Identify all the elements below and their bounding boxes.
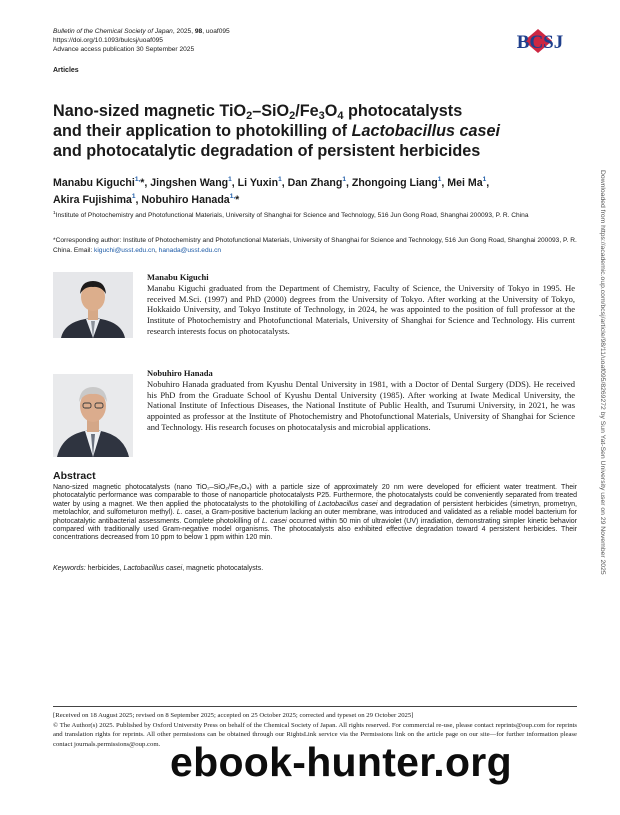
author-photo-hanada xyxy=(53,374,133,457)
author[interactable]: Mei Ma$^1$ xyxy=(447,176,487,189)
bio-text: Nobuhiro Hanada graduated from Kyushu Dental University in 1981, with a Doctor of Dental Surgery (DDS). He received his PhD from the Graduate School of Kyushu Dental University (1985). After working at Iwate Medical University, the National Institute of Infectious Diseases, the National Institute of Public Health, and Tsurumi University, in 2021, he was appointed as professor at the Institute of Photochemistry and Photofunctional Materials, University of Shanghai for Science and Technology. His research focuses on photocatalysis and microbial applications. xyxy=(147,379,575,432)
affiliation: $^1$Institute of Photochemistry and Photofunctional Materials, University of Shanghai for Science and Technology, 516 Jun Gong Road, Shanghai 200093, P. R. China xyxy=(53,210,529,219)
abstract-text: Nano-sized magnetic photocatalysts (nano TiO₂–SiO₂/Fe₃O₄) with a particle size of approximately 20 nm were developed for efficient water treatment. Their photocatalytic performance was comparable to those of nanoparticle photocatalysts P25. Furthermore, the photocatalysts could be conveniently separated from treated water by using a magnet. We then applied the photocatalysts to the photokilling of Lactobacillus casei and degradation of persistent herbicides (simetryn, prometryn, metolachlor, and sulfometuron methyl). L. casei, a Gram-positive bacterium lacking an outer membrane, was introduced and validated as a reliable model bacterium for photocatalytic antibacterial assessments. Complete photokilling of L. casei occurred within 50 min of ultraviolet (UV) irradiation, demonstrating simpler kinetic behavior compared with traditionally used Gram-negative model organisms. The photocatalysts also exhibited effective degradation toward 4 persistent herbicides. Their concentrations decreased from 10 ppm to below 1 ppm within 120 min. xyxy=(53,484,578,542)
bio-name: Nobuhiro Hanada xyxy=(147,368,213,378)
author[interactable]: Nobuhiro Hanada$^{1,}$* xyxy=(141,192,240,206)
email-link[interactable]: hanada@usst.edu.cn xyxy=(158,246,222,254)
volume: 98 xyxy=(194,28,203,35)
footer-rule xyxy=(53,706,577,707)
author[interactable]: Jingshen Wang$^1$ xyxy=(150,176,232,189)
author[interactable]: Li Yuxin$^1$ xyxy=(237,176,282,189)
doi-link[interactable]: https://doi.org/10.1093/bulcsj/uoaf095 xyxy=(53,36,163,44)
keywords: Keywords: herbicides, Lactobacillus casei, magnetic photocatalysts. xyxy=(53,565,264,572)
title-line-2: and their application to photokilling of Lactobacillus casei xyxy=(53,122,501,140)
bio-name: Manabu Kiguchi xyxy=(147,272,209,282)
author[interactable]: Akira Fujishima$^1$ xyxy=(53,192,136,206)
logo-text: BCSJ xyxy=(516,32,564,53)
download-note: Downloaded from https://academic.oup.com/bcsj/article/98/11/uoaf095/8269272 by Sun Yat-Sen University user on 29 November 2025 xyxy=(599,170,606,575)
copyright: © The Author(s) 2025. Published by Oxford University Press on behalf of the Chemical Society of Japan. All rights reserved. For commercial re-use, please contact reprints@oup.com for reprints and translation rights for reprints. All other permissions can be obtained through our RightsLink service via the Permissions link on the article page on our site—for further information please contact journals.permissions@oup.com. xyxy=(53,721,577,748)
received-dates: [Received on 18 August 2025; revised on 8 September 2025; accepted on 25 October 2025; corrected and typeset on 29 October 2025] xyxy=(53,712,414,719)
article-title xyxy=(53,101,553,161)
section-label: Articles xyxy=(53,67,79,74)
author[interactable]: Zhongoing Liang$^1$ xyxy=(351,176,442,189)
author[interactable]: Dan Zhang$^1$ xyxy=(287,176,346,189)
title-line-3: and photocatalytic degradation of persistent herbicides xyxy=(53,142,481,160)
bio-text: Manabu Kiguchi graduated from the Department of Chemistry, Faculty of Science, the University of Tokyo in 1995. He received M.Sci. (1997) and PhD (2000) degrees from the University of Tokyo. After working at the University of Tokyo, Hokkaido University, and Tokyo Institute of Technology, in 2024, he was appointed to the position of full professor at the Institute of Photochemistry and Photofunctional Materials, University of Shanghai for Science and Technology. His current research interests focus on photocatalysts. xyxy=(147,283,575,336)
journal-name: Bulletin of the Chemical Society of Japan xyxy=(53,28,173,35)
author-photo-kiguchi xyxy=(53,272,133,338)
author[interactable]: Manabu Kiguchi$^{1,}$* xyxy=(53,176,145,189)
access-date: Advance access publication 30 September 2025 xyxy=(53,45,195,53)
bcsj-logo xyxy=(512,27,568,55)
email-link[interactable]: kiguchi@usst.edu.cn xyxy=(94,246,155,254)
corresponding-author: *Corresponding author: Institute of Photochemistry and Photofunctional Materials, University of Shanghai for Science and Technology, 516 Jun Gong Road, Shanghai 200093, P. R. China. Email: kiguchi@usst.edu.cn, hanada@usst.edu.cn xyxy=(53,237,577,254)
journal-header xyxy=(53,28,230,54)
abstract-heading: Abstract xyxy=(53,470,96,482)
author-list: Manabu Kiguchi$^{1,}$*, Jingshen Wang$^1$, Li Yuxin$^1$, Dan Zhang$^1$, Zhongoing Liang$^1$, Mei Ma$^1$, Akira Fujishima$^1$, Nobuhiro Hanada$^{1,}$* xyxy=(53,176,490,206)
watermark: ebook-hunter.org xyxy=(170,739,512,785)
title-line-1: Nano-sized magnetic $TiO_2-SiO_2/Fe_3O_4$ photocatalysts xyxy=(53,102,463,122)
citation-line: Bulletin of the Chemical Society of Japan, 2025, 98, uoaf095 xyxy=(53,28,230,35)
